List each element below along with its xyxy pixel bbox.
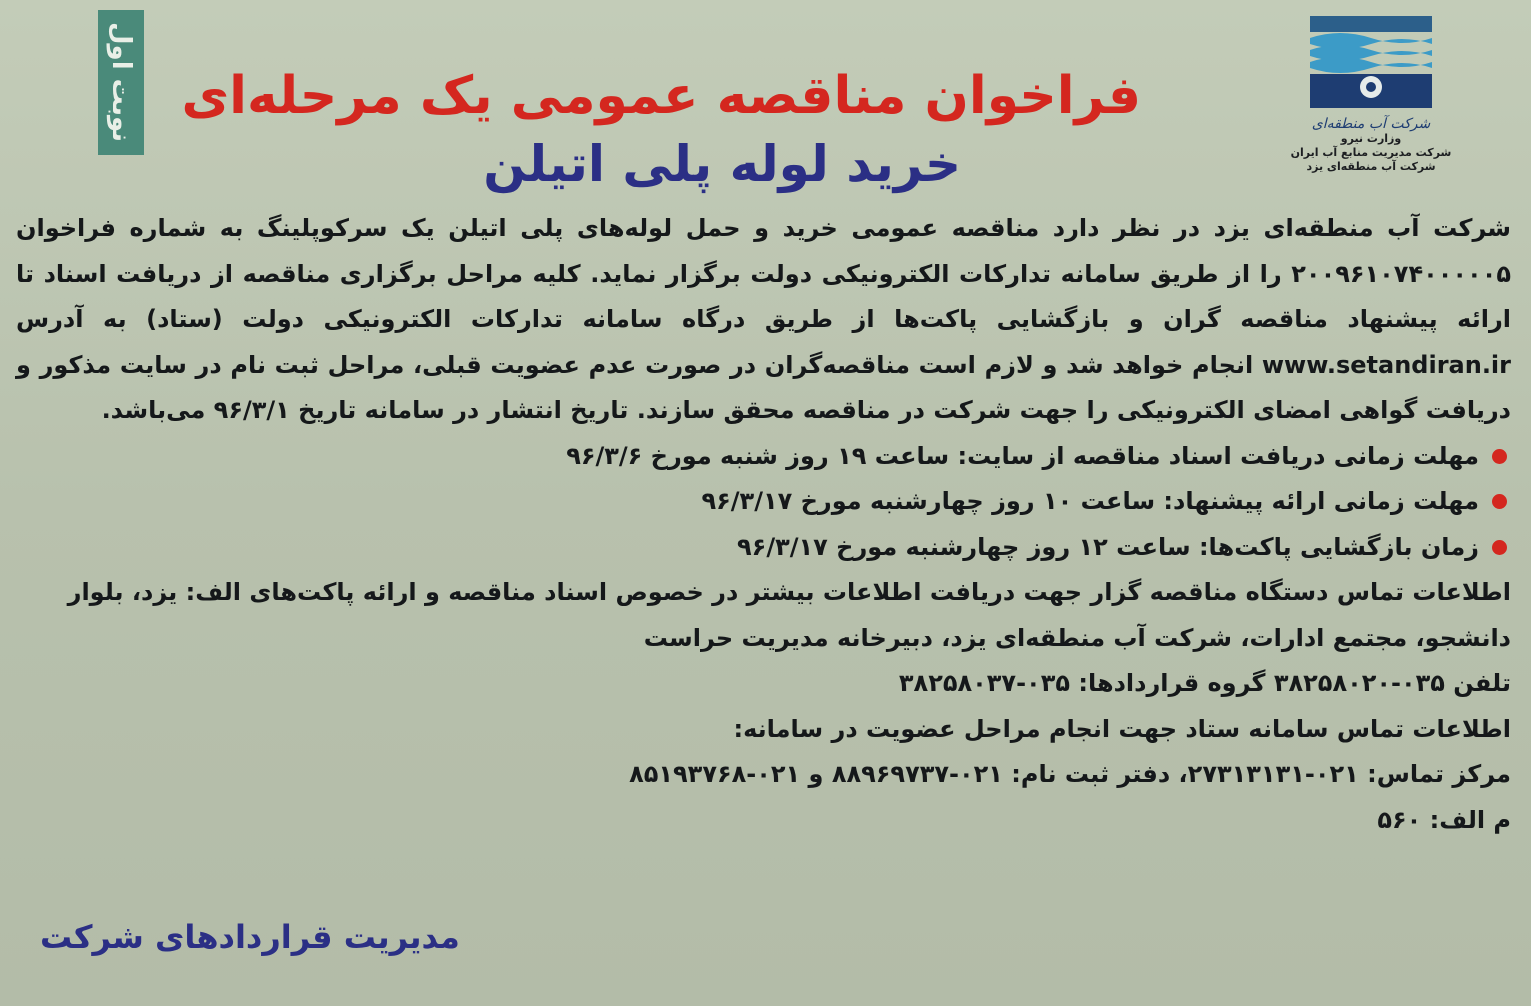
edition-badge: نوبت اول [98,10,144,155]
list-item [16,525,1511,571]
signature: مدیریت قراردادهای شرکت [40,918,460,956]
org-yazd-water: شرکت آب منطقه‌ای یزد [1306,160,1436,173]
deadline-list [16,434,1511,571]
contact-info: اطلاعات تماس دستگاه مناقصه گزار جهت دریافت اطلاعات بیشتر در خصوص اسناد مناقصه و ارائه پاکت‌های الف: یزد، بلوار دانشجو، مجتمع ادارات، شرکت آب منطقه‌ای یزد، دبیرخانه مدیریت حراست [67,578,1511,652]
bullet-dot-icon [1492,540,1507,555]
org-ministry: وزارت نیرو [1340,132,1402,145]
notice-code: م الف: ۵۶۰ [1377,805,1511,834]
setad-contact: مرکز تماس: ۰۲۱-۲۷۳۱۳۱۳۱، دفتر ثبت نام: ۰۲۱-۸۸۹۶۹۷۳۷ و ۰۲۱-۸۵۱۹۳۷۶۸ [629,760,1511,788]
logo-block [1251,14,1491,174]
bullet-dot-icon [1492,449,1507,464]
list-item [16,434,1511,480]
org-water-resources: شرکت مدیریت منابع آب ایران [1290,146,1452,159]
notice-subtitle: خرید لوله پلی اتیلن [483,135,961,193]
water-company-logo-icon [1306,14,1436,114]
deadline-documents: مهلت زمانی دریافت اسناد مناقصه از سایت: ساعت ۱۹ روز شنبه مورخ ۹۶/۳/۶ [566,441,1479,470]
list-item [16,479,1511,525]
notice-body [16,206,1511,843]
setad-info: اطلاعات تماس سامانه ستاد جهت انجام مراحل عضویت در سامانه: [733,714,1511,743]
deadline-proposal: مهلت زمانی ارائه پیشنهاد: ساعت ۱۰ روز چهارشنبه مورخ ۹۶/۳/۱۷ [701,487,1479,515]
intro-paragraph: شرکت آب منطقه‌ای یزد در نظر دارد مناقصه عمومی خرید و حمل لوله‌های پلی اتیلن یک سرکوپلینگ به شماره فراخوان ۲۰۰۹۶۱۰۷۴۰۰۰۰۰۵ را از طریق سامانه تدارکات الکترونیکی دولت برگزار نماید. کلیه مراحل برگزاری مناقصه از دریافت اسناد تا ارائه پیشنهاد مناقصه گران و بازگشایی پاکت‌ها از طریق درگاه سامانه تدارکات الکترونیکی دولت (ستاد) به آدرس www.setandiran.ir انجام خواهد شد و لازم است مناقصه‌گران در صورت عدم عضویت قبلی، مراحل ثبت نام در سایت مذکور و دریافت گواهی امضای الکترونیکی را جهت شرکت در مناقصه محقق سازند. تاریخ انتشار در سامانه تاریخ ۹۶/۳/۱ می‌باشد. [16,214,1511,424]
bullet-dot-icon [1492,494,1507,509]
deadline-opening: زمان بازگشایی پاکت‌ها: ساعت ۱۲ روز چهارشنبه مورخ ۹۶/۳/۱۷ [737,532,1479,561]
notice-title: فراخوان مناقصه عمومی یک مرحله‌ای [181,66,1141,126]
logo-wordmark: شرکت آب منطقه‌ای [1311,116,1431,132]
phone-line: تلفن ۰۳۵-۳۸۲۵۸۰۲۰ گروه قراردادها: ۰۳۵-۳۸۲۵۸۰۳۷ [898,669,1511,697]
